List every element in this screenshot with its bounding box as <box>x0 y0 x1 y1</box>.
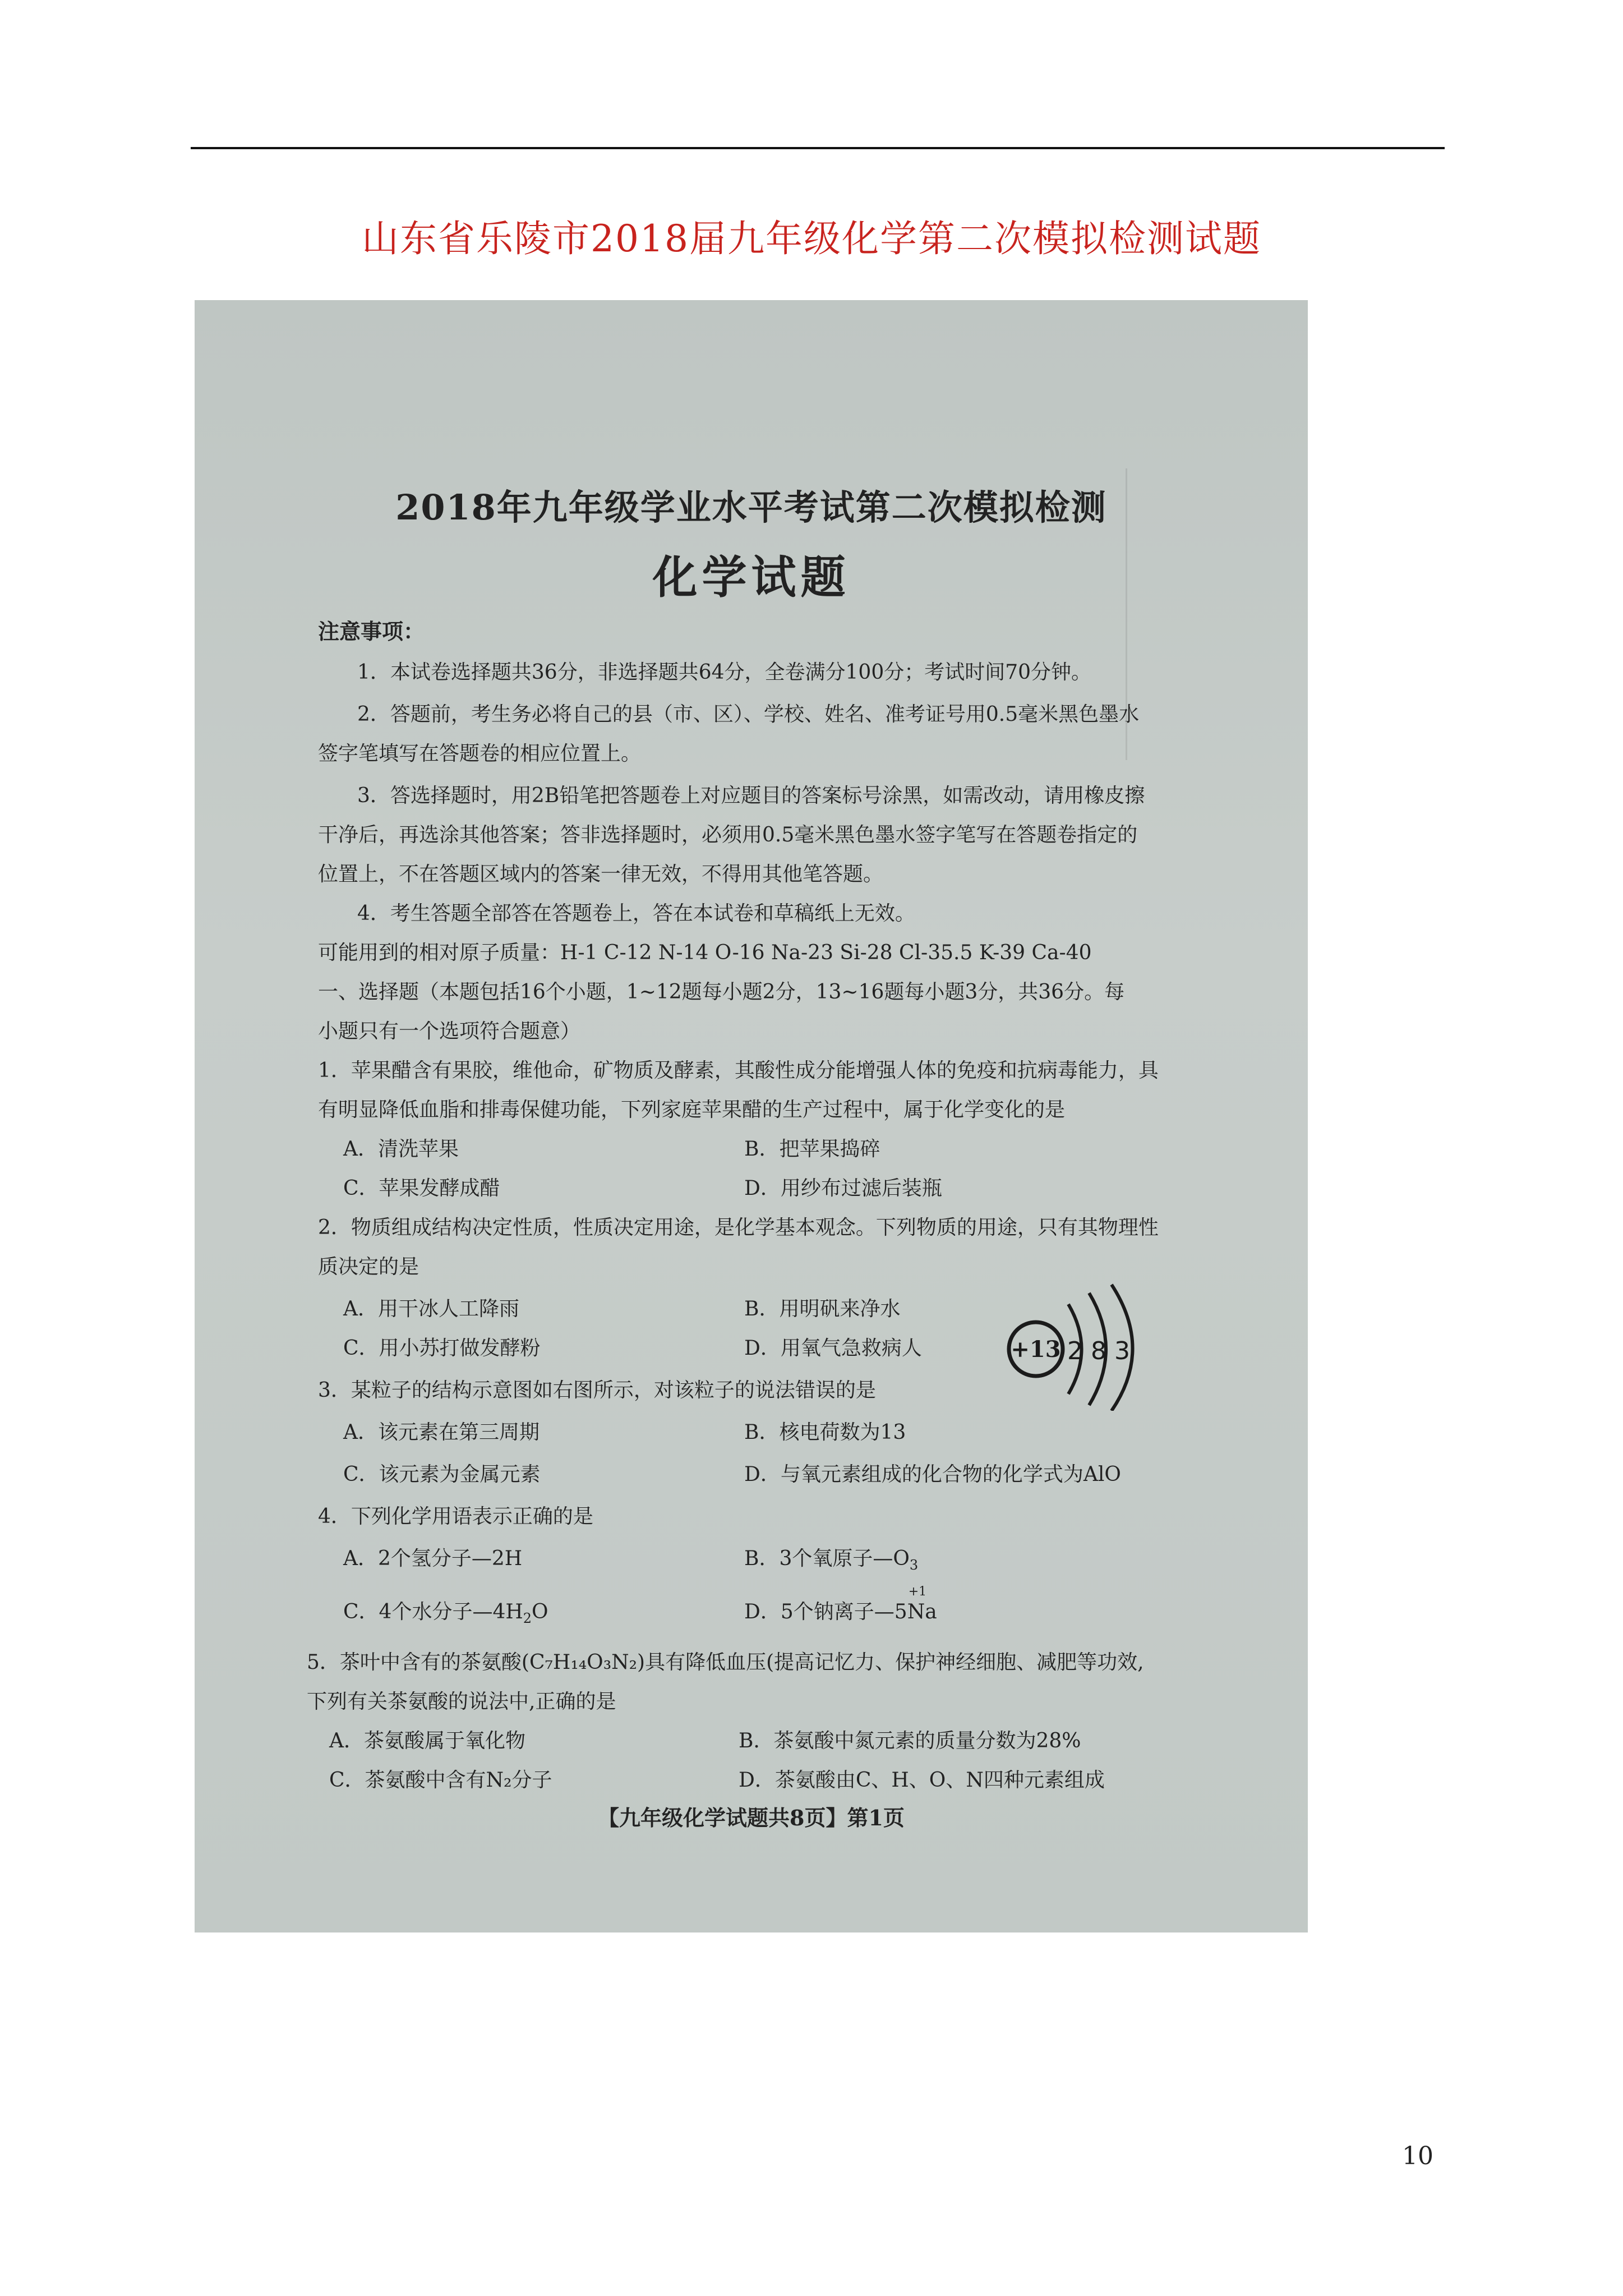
q4-option-c-tail: O <box>532 1600 548 1623</box>
q1-stem-cont: 有明显降低血脂和排毒保健功能，下列家庭苹果醋的生产过程中，属于化学变化的是 <box>318 1098 1066 1121</box>
notice-1: 1．本试卷选择题共36分，非选择题共64分，全卷满分100分；考试时间70分钟。 <box>357 661 1092 684</box>
q5-option-d: D．茶氨酸由C、H、O、N四种元素组成 <box>739 1769 1105 1792</box>
notice-3: 3．答选择题时，用2B铅笔把答题卷上对应题目的答案标号涂黑，如需改动，请用橡皮擦 <box>357 784 1145 807</box>
notice-2-cont: 签字笔填写在答题卷的相应位置上。 <box>318 742 642 765</box>
q2-stem: 2．物质组成结构决定性质，性质决定用途，是化学基本观念。下列物质的用途，只有其物理性 <box>318 1216 1159 1239</box>
q1-option-b: B．把苹果捣碎 <box>744 1138 880 1161</box>
q1-stem: 1．苹果醋含有果胶，维他命，矿物质及酵素，其酸性成分能增强人体的免疫和抗病毒能力，具 <box>318 1059 1159 1082</box>
q4-option-c <box>343 1596 548 1626</box>
q2-option-a: A．用干冰人工降雨 <box>343 1297 519 1320</box>
notice-4: 4．考生答题全部答在答题卷上，答在本试卷和草稿纸上无效。 <box>357 902 915 925</box>
nucleus-charge: +13 <box>1011 1336 1061 1363</box>
q2-stem-cont: 质决定的是 <box>318 1255 419 1278</box>
shell-3-electrons: 3 <box>1114 1337 1130 1365</box>
q4-option-b-text: B．3个氧原子—O <box>744 1547 910 1570</box>
shell-2-electrons: 8 <box>1091 1337 1106 1365</box>
q2-option-c: C．用小苏打做发酵粉 <box>343 1337 541 1360</box>
q4-option-d-charge: +1 <box>908 1585 927 1599</box>
q4-option-c-text: C．4个水分子—4H <box>343 1600 523 1623</box>
exam-page-footer: 【九年级化学试题共8页】第1页 <box>598 1805 905 1830</box>
q4-option-d-symbol: Na <box>907 1600 937 1623</box>
atomic-masses: 可能用到的相对原子质量：H-1 C-12 N-14 O-16 Na-23 Si-28 Cl-35.5 K-39 Ca-40 <box>318 941 1092 964</box>
section1-heading: 一、选择题（本题包括16个小题，1~12题每小题2分，13~16题每小题3分，共36分。每 <box>318 981 1125 1004</box>
q3-option-a: A．该元素在第三周期 <box>343 1421 540 1444</box>
q1-option-d: D．用纱布过滤后装瓶 <box>744 1177 942 1200</box>
q5-option-b: B．茶氨酸中氮元素的质量分数为28% <box>739 1729 1081 1752</box>
q1-option-a: A．清洗苹果 <box>343 1138 459 1161</box>
page-number: 10 <box>1402 2142 1433 2170</box>
q5-stem-cont: 下列有关茶氨酸的说法中,正确的是 <box>307 1690 616 1713</box>
q4-option-a: A．2个氢分子—2H <box>343 1547 523 1570</box>
q4-option-b <box>744 1543 918 1573</box>
q2-option-d: D．用氧气急救病人 <box>744 1337 922 1360</box>
q4-option-d <box>744 1585 937 1625</box>
q5-stem: 5．茶叶中含有的茶氨酸(C₇H₁₄O₃N₂)具有降低血压(提高记忆力、保护神经细胞、减肥等功效, <box>307 1651 1144 1674</box>
q4-option-d-text: D．5个钠离子—5 <box>744 1600 907 1623</box>
q5-option-c: C．茶氨酸中含有N₂分子 <box>329 1769 552 1792</box>
q3-option-c: C．该元素为金属元素 <box>343 1463 541 1486</box>
notice-heading: 注意事项： <box>318 619 425 644</box>
document-title: 山东省乐陵市2018届九年级化学第二次模拟检测试题 <box>362 217 1261 260</box>
notice-3-cont2: 位置上，不在答题区域内的答案一律无效，不得用其他笔答题。 <box>318 863 884 886</box>
exam-title: 2018年九年级学业水平考试第二次模拟检测 <box>395 487 1107 528</box>
q3-stem: 3．某粒子的结构示意图如右图所示，对该粒子的说法错误的是 <box>318 1379 876 1402</box>
section1-heading-cont: 小题只有一个选项符合题意） <box>318 1020 581 1043</box>
q3-option-b: B．核电荷数为13 <box>744 1421 906 1444</box>
notice-3-cont: 干净后，再选涂其他答案；答非选择题时，必须用0.5毫米黑色墨水签字笔写在答题卷指定的 <box>318 823 1138 846</box>
header-rule <box>191 147 1445 149</box>
scanned-exam-page <box>195 300 1308 1932</box>
q4-option-d-symbol-wrap <box>907 1585 937 1623</box>
q2-option-b: B．用明矾来净水 <box>744 1297 901 1320</box>
q4-option-b-subscript: 3 <box>909 1557 919 1573</box>
q5-option-a: A．茶氨酸属于氧化物 <box>329 1729 525 1752</box>
q3-option-d: D．与氧元素组成的化合物的化学式为AlO <box>744 1463 1121 1486</box>
exam-subtitle: 化学试题 <box>652 551 850 604</box>
q4-stem: 4．下列化学用语表示正确的是 <box>318 1505 593 1528</box>
q4-option-c-subscript: 2 <box>523 1611 532 1627</box>
exam-body <box>195 300 1308 1932</box>
shell-1-electrons: 2 <box>1067 1337 1083 1365</box>
aluminum-atom-structure-diagram <box>997 1282 1182 1411</box>
q1-option-c: C．苹果发酵成醋 <box>343 1177 500 1200</box>
notice-2: 2．答题前，考生务必将自己的县（市、区）、学校、姓名、准考证号用0.5毫米黑色墨水 <box>357 703 1140 726</box>
